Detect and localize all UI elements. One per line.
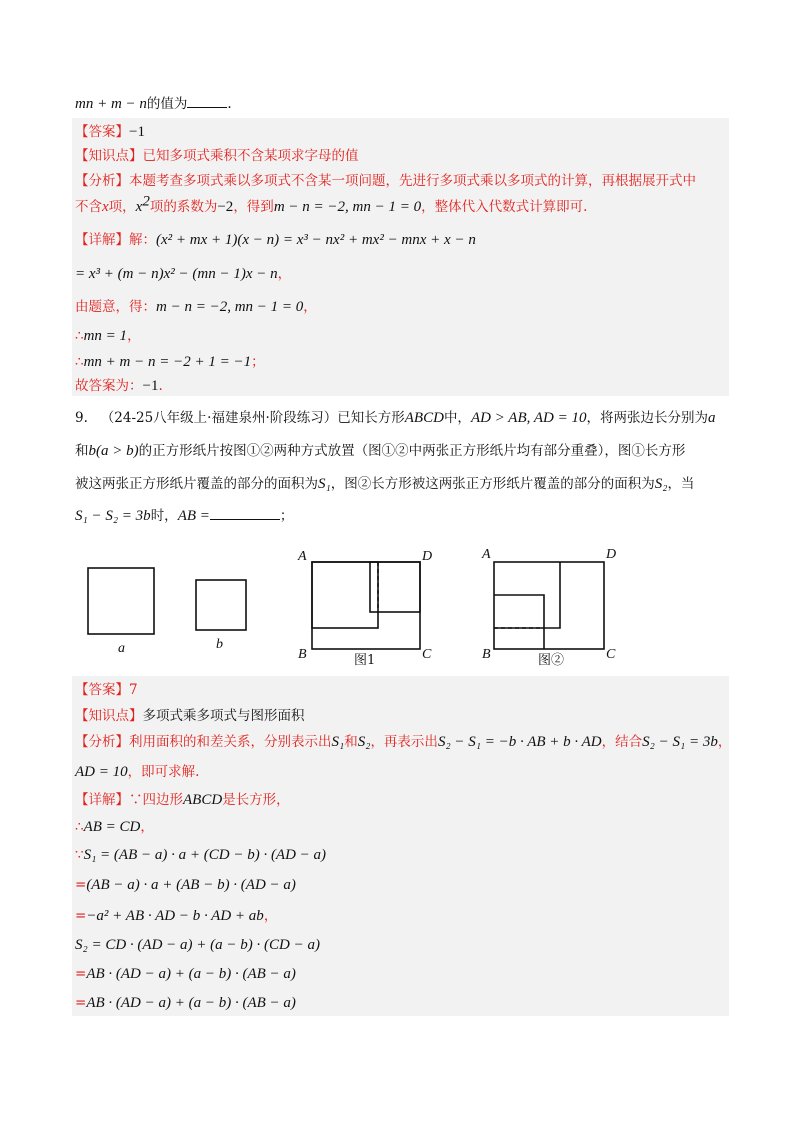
q9-analysis-line-2 [75,762,199,782]
q8-detail-line-5 [75,352,265,372]
q9-detail-line-1 [75,790,290,810]
q9-detail-s2-result: AB · (AD − a) + (a − b) · (AB − a) [86,995,296,1011]
q8-final-value: −1 [142,378,159,394]
fig2-caption: 图② [538,653,565,668]
equals-sign: = [75,877,87,893]
q8-analysis-text-2d: ，得到 [233,199,274,215]
fig1-vertex-a: A [298,549,307,564]
fig1-vertex-d: D [422,549,433,564]
q8-expression: mn + m − n [75,96,147,112]
q8-analysis-x-squared: x [135,199,143,215]
q9-text-1: 中， [443,410,471,426]
q9-detail-ab-cd: AB = CD [83,819,141,835]
q9-analysis-ad: AD = 10 [75,764,128,780]
q9-text-line-3b: ，图②长方形被这两张正方形纸片覆盖的部分的面积为 [330,476,655,492]
q8-final-text: 故答案为： [75,378,143,394]
q9-s2: S₂ [654,476,668,492]
q8-detail-line-2 [75,264,291,284]
q8-analysis-x: x [102,199,109,215]
analysis-tag: 【分析】 [75,734,129,750]
fig2-vertex-a: A [482,547,491,562]
q9-detail-s2-step: AB · (AD − a) + (a − b) · (AB − a) [86,966,296,982]
q9-detail-text-1: 四边形 [142,792,183,808]
q8-step-1: (x² + mx + 1)(x − n) = x³ − nx² + mx² − mnx + x − n [156,232,476,248]
q9-ab-equals: AB = [177,508,210,524]
q9-detail-s2: S₂ = CD · (AD − a) + (a − b) · (CD − a) [75,937,320,953]
q8-tail-line [75,93,232,114]
fig2-vertex-d: D [606,547,617,562]
q9-text-2: ，将两张边长分别为 [586,410,708,426]
therefore-symbol: ∴ [75,819,84,835]
q9-detail-s1: S₁ = (AB − a) · a + (CD − b) · (AD − a) [83,847,327,863]
q9-analysis-line-1 [75,732,731,752]
fig2-vertex-c: C [606,647,616,662]
answer-tag: 【答案】 [75,682,129,698]
q9-detail-text-2: 是长方形， [222,792,290,808]
fig1-caption: 图1 [354,653,376,668]
q9-var-b: b(a > b) [88,443,139,459]
q9-text-line-2: 的正方形纸片按图①②两种方式放置（图①②中两张正方形纸片均有部分重叠），图①长方形 [138,443,686,459]
q8-analysis-text-2e: ，整体代入代数式计算即可. [421,199,588,215]
q9-analysis-s1: S₁ [331,734,345,750]
q9-analysis-text-4: ，即可求解. [127,764,200,780]
q9-line-3 [75,474,694,494]
q8-step-3-text: 由题意，得： [75,299,156,315]
q8-tail-end: . [227,96,232,112]
q8-step-5-end: ； [251,354,265,370]
q8-step-2-end: ， [277,266,292,282]
q9-answer-line [75,680,138,700]
q9-analysis-math: S₂ − S₁ = −b · AB + b · AD [437,734,602,750]
detail-tag: 【详解】 [75,232,129,248]
q8-analysis-text-2a: 不含 [75,199,102,215]
q9-detail-abcd: ABCD [183,792,223,808]
equals-sign: = [75,966,87,982]
q9-detail-line-4 [75,875,296,895]
q8-knowledge-line [75,146,359,166]
q8-analysis-equation: m − n = −2, mn − 1 = 0 [273,199,422,215]
q8-detail-line-3 [75,297,317,317]
q8-analysis-text-1: 本题考查多项式乘以多项式不含某一项问题，先进行多项式乘以多项式的计算，再根据展开式中 [129,173,696,189]
q9-analysis-text-3: ，结合 [601,734,643,750]
therefore-symbol: ∴ [75,354,84,370]
q9-answer-value: 7 [129,682,138,698]
square-b [196,580,246,630]
q9-condition: AD > AB, AD = 10 [470,410,587,426]
q8-step-5-math: mn + m − n = −2 + 1 = −1 [83,354,252,370]
q9-analysis-and: 和 [344,734,358,750]
q8-step-3-end: ， [303,299,317,315]
q8-analysis-text-2c: 项的系数为 [149,199,218,215]
q8-tail-text: 的值为 [146,96,188,112]
q8-final-line [75,376,163,396]
q9-condition-s: S₁ − S₂ = 3b [75,508,151,524]
q9-detail-line-5 [75,906,277,926]
q9-knowledge-line [75,706,305,726]
q9-line-4 [75,505,293,526]
superscript-two: 2 [142,193,150,210]
q9-and: 和 [75,443,89,459]
q9-detail-line-6 [75,935,320,955]
fig1-square-a [312,562,378,628]
q8-final-end: . [158,378,163,394]
fig2-square-b [494,595,544,649]
q9-detail-line-7 [75,964,296,984]
q9-text-line-3c: ，当 [667,476,695,492]
fig2-rectangle [494,562,604,649]
analysis-tag: 【分析】 [75,173,129,189]
q8-analysis-line-2 [75,193,588,217]
q8-detail-lead: 解： [129,232,156,248]
fig1-rectangle [312,562,420,649]
q9-analysis-text-2: ，再表示出 [370,734,438,750]
q9-detail-end-5: ， [263,908,278,924]
q8-knowledge-text: 已知多项式乘积不含某项求字母的值 [142,148,359,164]
fig2-spacer [494,562,560,649]
detail-tag: 【详解】 [75,792,129,808]
label-b: b [216,637,223,652]
q8-analysis-text-2b: 项， [108,199,136,215]
q9-number: 9. [75,410,88,426]
q8-answer-line [75,122,145,142]
q9-abcd: ABCD [404,410,444,426]
q8-step-2: = x³ + (m − n)x² − (mn − 1)x − n [75,266,278,282]
q9-analysis-math-2: S₂ − S₁ = 3b [642,734,718,750]
because-symbol: ∵ [75,847,84,863]
q9-detail-line-3 [75,845,326,865]
q9-line-4-end: ； [279,508,294,524]
q9-detail-line-2 [75,817,154,837]
knowledge-tag: 【知识点】 [75,148,143,164]
q8-step-4-math: mn = 1 [83,328,128,344]
fig1-vertex-b: B [298,647,307,662]
q9-analysis-s2: S₂ [357,734,371,750]
square-a [88,568,154,634]
q8-analysis-line-1 [75,171,696,191]
q9-answer-blank [210,505,280,520]
knowledge-tag: 【知识点】 [75,708,143,724]
q9-detail-s1-step: (AB − a) · a + (AB − b) · (AD − a) [86,877,296,893]
q9-knowledge-text: 多项式乘多项式与图形面积 [142,708,305,724]
q9-text-line-3a: 被这两张正方形纸片覆盖的部分的面积为 [75,476,318,492]
q8-step-3-math: m − n = −2, mn − 1 = 0 [156,299,304,315]
equals-sign: = [75,908,87,924]
q9-detail-s1-result: −a² + AB · AD − b · AD + ab [86,908,264,924]
q8-step-4-end: ， [127,328,141,344]
q9-figures [72,540,729,670]
q9-source-text: （24-25八年级上·福建泉州·阶段练习）已知长方形 [100,410,405,426]
fig1-vertex-c: C [422,647,432,662]
q9-detail-line-8 [75,993,296,1013]
q8-analysis-coef: −2 [217,199,234,215]
q8-answer-blank [187,93,227,108]
q9-analysis-text-1: 利用面积的和差关系，分别表示出 [129,734,332,750]
therefore-symbol: ∴ [75,328,84,344]
q9-s1: S₁ [318,476,331,492]
q8-detail-line-4 [75,326,141,346]
q9-line-2 [75,441,685,461]
q8-detail-line-1 [75,230,476,250]
q8-answer-value: −1 [129,124,145,140]
fig2-vertex-b: B [482,647,491,662]
label-a: a [118,641,125,656]
answer-tag: 【答案】 [75,124,129,140]
equals-sign: = [75,995,87,1011]
q9-analysis-end: ， [717,734,732,750]
q9-detail-end-2: ， [140,819,154,835]
because-symbol: ∵ [129,792,143,808]
q9-var-a: a [707,410,716,426]
q9-line-1 [75,408,715,428]
q9-text-line-4: 时， [150,508,178,524]
